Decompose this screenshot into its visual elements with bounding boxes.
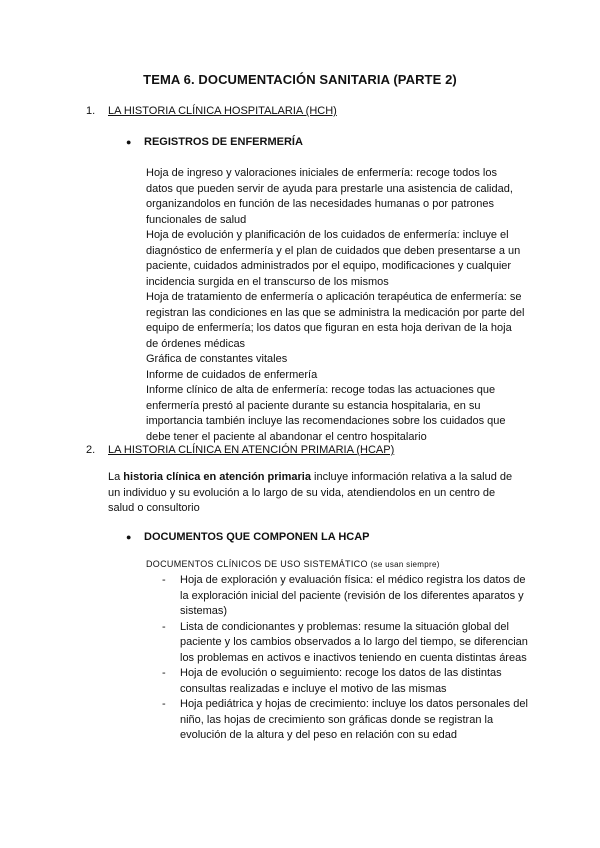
hcap-documents-list — [162, 573, 532, 744]
list-item-text: Hoja pediátrica y hojas de crecimiento: incluye los datos personales del niño, las hojas de crecimiento son gráficas donde se registran la evolución de la altura y del peso en relación con su edad — [180, 698, 528, 741]
hcap-intro-paragraph — [108, 470, 523, 517]
intro-rest: incluye información relativa a la salud de un individuo y su evolución a lo largo de su vida, atendiendolos en un centro de salud o consultorio — [108, 471, 513, 514]
dash-icon: - — [162, 667, 166, 679]
dash-icon: - — [162, 620, 166, 633]
hch-item-informe-cuidados: Informe de cuidados de enfermería — [146, 368, 318, 381]
list-item-text: Hoja de exploración y evaluación física: el médico registra los datos de la exploración inicial del paciente (revisión de los diferentes aparatos y sistemas) — [180, 574, 526, 617]
bullet-heading-registros-label: REGISTROS DE ENFERMERÍA — [144, 136, 303, 148]
hch-registros-list — [146, 166, 526, 445]
section-2-number: 2. — [86, 444, 96, 456]
dash-icon: - — [162, 698, 166, 710]
section-1-heading — [86, 104, 337, 120]
list-item-text: Lista de condicionantes y problemas: resume la situación global del paciente y los cambios observados a lo largo del tiempo, se diferencian los problemas en activos e inactivos teniendo en cuenta distintas áreas — [180, 620, 528, 664]
list-item-text: Hoja de evolución o seguimiento: recoge los datos de las distintas consultas realizadas e incluye el motivo de las mismas — [180, 667, 502, 695]
section-1-title: LA HISTORIA CLÍNICA HOSPITALARIA (HCH) — [108, 105, 337, 117]
bullet-heading-documentos-label: DOCUMENTOS QUE COMPONEN LA HCAP — [144, 531, 370, 543]
list-item — [162, 697, 532, 744]
intro-bold-term: historia clínica en atención primaria — [123, 471, 311, 483]
section-1-number: 1. — [86, 105, 96, 117]
section-2-title: LA HISTORIA CLÍNICA EN ATENCIÓN PRIMARIA (HCAP) — [108, 444, 395, 456]
hch-item-evolucion: Hoja de evolución y planificación de los cuidados de enfermería: incluye el diagnóstico de enfermería y el plan de cuidados que deben presentarse a un paciente, cuidados administrados por el equipo, modificaciones y cualquier incidencia surgida en el transcurso de los mismos — [146, 229, 521, 288]
hch-item-informe-alta: Informe clínico de alta de enfermería: recoge todas las actuaciones que enfermería prestó al paciente durante su estancia hospitalaria, en su importancia también incluye las recomendaciones sobre los cuidados que debe tener el paciente al abandonar el centro hospitalario — [146, 384, 506, 443]
section-2-heading — [86, 443, 394, 459]
hch-item-grafica: Gráfica de constantes vitales — [146, 353, 288, 365]
list-item — [162, 666, 532, 697]
documentos-subheading-text: DOCUMENTOS CLÍNICOS DE USO SISTEMÁTICO — [146, 559, 368, 569]
intro-prefix: La — [108, 471, 124, 483]
list-item — [162, 620, 532, 667]
list-item — [162, 573, 532, 620]
hch-item-ingreso: Hoja de ingreso y valoraciones iniciales de enfermería: recoge todos los datos que pueden servir de ayuda para prestarle una asistencia de calidad, organizandolos en función de las necesidades humanas o por patrones funcionales de salud — [146, 167, 513, 226]
bullet-heading-registros — [126, 135, 303, 151]
bullet-dot-icon: ● — [126, 137, 132, 147]
hcap-intro — [108, 470, 523, 517]
dash-icon: - — [162, 574, 166, 586]
documentos-subheading-note: (se usan siempre) — [370, 560, 440, 569]
hch-item-tratamiento: Hoja de tratamiento de enfermería o aplicación terapéutica de enfermería: se registran las condiciones en las que se administra la medicación por parte del equipo de enfermería; los datos que figuran en esta hoja derivan de la hoja de órdenes médicas — [146, 291, 525, 350]
bullet-heading-documentos — [126, 530, 370, 546]
bullet-dot-icon: ● — [126, 532, 132, 542]
page-title: TEMA 6. DOCUMENTACIÓN SANITARIA (PARTE 2) — [143, 72, 457, 87]
documentos-subheading — [146, 557, 440, 573]
